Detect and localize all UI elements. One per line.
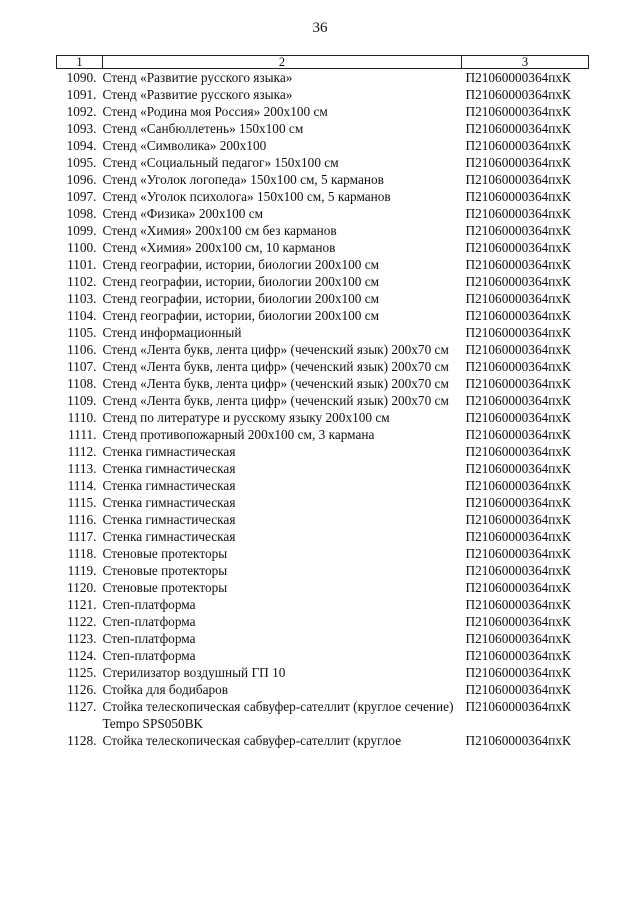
row-code: П21060000364пхК [465,121,571,136]
row-name: Стенд «Санбюллетень» 150х100 см [102,121,304,136]
row-code: П21060000364пхК [465,512,571,527]
row-code: П21060000364пхК [465,342,571,357]
table-row [57,426,589,443]
table-row [57,494,589,511]
row-name: Стенд географии, истории, биологии 200х100 см [102,274,380,289]
table-row [57,392,589,409]
row-code: П21060000364пхК [465,257,571,272]
row-code: П21060000364пхК [465,648,571,663]
table-row [57,477,589,494]
table-row [57,358,589,375]
table-row [57,511,589,528]
row-number: 1113. [67,461,97,476]
row-code: П21060000364пхК [465,138,571,153]
table-row [57,103,589,120]
row-code: П21060000364пхК [465,206,571,221]
row-code: П21060000364пхК [465,189,571,204]
row-code: П21060000364пхК [465,699,571,714]
row-name: Стенд «Развитие русского языка» [102,70,293,85]
row-code: П21060000364пхК [465,461,571,476]
row-name: Стенд географии, истории, биологии 200х100 см [102,257,380,272]
row-code: П21060000364пхК [465,444,571,459]
row-number: 1126. [67,682,97,697]
row-number: 1123. [67,631,97,646]
row-name: Стерилизатор воздушный ГП 10 [102,665,286,680]
row-code: П21060000364пхК [465,580,571,595]
column-header-number: 1 [57,56,103,69]
table-row [57,324,589,341]
row-code: П21060000364пхК [465,87,571,102]
row-name: Стенд «Химия» 200х100 см без карманов [102,223,337,238]
row-name: Стенд «Химия» 200х100 см, 10 карманов [102,240,336,255]
table-row [57,154,589,171]
table-row [57,137,589,154]
row-name: Стенд «Развитие русского языка» [102,87,293,102]
row-name: Стойка телескопическая сабвуфер-сателлит (круглое [102,733,402,748]
table-row [57,256,589,273]
row-name: Степ-платформа [102,614,196,629]
row-code: П21060000364пхК [465,665,571,680]
row-name: Стеновые протекторы [102,546,228,561]
table-row [57,664,589,681]
row-code: П21060000364пхК [465,274,571,289]
row-name: Стенд «Лента букв, лента цифр» (чеченский язык) 200х70 см [102,342,449,357]
row-name: Стенд по литературе и русскому языку 200х100 см [102,410,390,425]
table-row [57,239,589,256]
row-number: 1111. [68,427,97,442]
row-number: 1128. [67,733,97,748]
row-number: 1100. [67,240,97,255]
row-name: Стеновые протекторы [102,563,228,578]
row-code: П21060000364пхК [465,597,571,612]
row-code: П21060000364пхК [465,70,571,85]
row-name: Стеновые протекторы [102,580,228,595]
row-name: Стенд «Лента букв, лента цифр» (чеченский язык) 200х70 см [102,376,449,391]
row-number: 1112. [67,444,97,459]
row-name: Стенд «Уголок логопеда» 150х100 см, 5 карманов [102,172,384,187]
page-number: 36 [312,20,328,36]
row-code: П21060000364пхК [465,393,571,408]
row-number: 1090. [66,70,97,85]
table-row [57,681,589,698]
row-number: 1116. [67,512,97,527]
table-row [57,307,589,324]
row-name: Стенд «Символика» 200х100 [102,138,267,153]
row-code: П21060000364пхК [465,495,571,510]
row-number: 1115. [67,495,97,510]
row-name: Стенд «Социальный педагог» 150х100 см [102,155,339,170]
row-number: 1107. [67,359,97,374]
row-number: 1121. [67,597,97,612]
row-number: 1095. [66,155,97,170]
row-name: Стенд противопожарный 200х100 см, 3 кармана [102,427,375,442]
row-code: П21060000364пхК [465,546,571,561]
table-row [57,273,589,290]
table-row [57,222,589,239]
row-name: Стойка телескопическая сабвуфер-сателлит (круглое сечение) Tempo SPS050BK [102,699,454,731]
table-row [57,460,589,477]
table-body [57,69,589,750]
row-number: 1125. [67,665,97,680]
row-number: 1127. [67,699,97,714]
row-number: 1109. [67,393,97,408]
row-code: П21060000364пхК [465,172,571,187]
row-number: 1122. [67,614,97,629]
row-name: Стенд «Уголок психолога» 150х100 см, 5 карманов [102,189,391,204]
table-header-row [57,56,589,69]
row-number: 1117. [67,529,97,544]
row-name: Стенд «Лента букв, лента цифр» (чеченский язык) 200х70 см [102,359,449,374]
row-name: Стенд «Лента букв, лента цифр» (чеченский язык) 200х70 см [102,393,449,408]
row-name: Стенд «Родина моя Россия» 200х100 см [102,104,328,119]
row-number: 1102. [67,274,97,289]
row-code: П21060000364пхК [465,631,571,646]
table-row [57,732,589,749]
row-name: Стенд географии, истории, биологии 200х100 см [102,308,380,323]
table-row [57,698,589,732]
table-row [57,290,589,307]
row-name: Стенка гимнастическая [102,529,236,544]
table-row [57,528,589,545]
row-number: 1101. [67,257,97,272]
table-row [57,443,589,460]
row-name: Степ-платформа [102,597,196,612]
table-row [57,613,589,630]
row-number: 1097. [66,189,97,204]
row-name: Стойка для бодибаров [102,682,229,697]
row-code: П21060000364пхК [465,563,571,578]
row-name: Стенка гимнастическая [102,444,236,459]
inventory-table [56,55,589,749]
row-code: П21060000364пхК [465,308,571,323]
row-code: П21060000364пхК [465,155,571,170]
column-header-name: 2 [103,56,462,69]
table-row [57,171,589,188]
table-row [57,579,589,596]
table-row [57,630,589,647]
row-number: 1092. [66,104,97,119]
row-number: 1091. [66,87,97,102]
row-code: П21060000364пхК [465,733,571,748]
row-number: 1114. [67,478,97,493]
row-name: Степ-платформа [102,648,196,663]
table-row [57,86,589,103]
row-name: Стенка гимнастическая [102,512,236,527]
row-code: П21060000364пхК [465,529,571,544]
table-row [57,409,589,426]
row-number: 1093. [66,121,97,136]
row-number: 1098. [66,206,97,221]
table-row [57,647,589,664]
row-number: 1105. [67,325,97,340]
row-code: П21060000364пхК [465,291,571,306]
row-name: Стенд информационный [102,325,242,340]
row-number: 1108. [67,376,97,391]
row-name: Стенка гимнастическая [102,461,236,476]
row-code: П21060000364пхК [465,427,571,442]
row-number: 1118. [67,546,97,561]
row-code: П21060000364пхК [465,223,571,238]
row-code: П21060000364пхК [465,478,571,493]
row-number: 1103. [67,291,97,306]
table-row [57,596,589,613]
row-code: П21060000364пхК [465,359,571,374]
row-name: Степ-платформа [102,631,196,646]
row-number: 1106. [67,342,97,357]
row-number: 1104. [67,308,97,323]
row-number: 1124. [67,648,97,663]
row-code: П21060000364пхК [465,325,571,340]
row-code: П21060000364пхК [465,240,571,255]
row-code: П21060000364пхК [465,682,571,697]
table-row [57,375,589,392]
table-row [57,562,589,579]
row-name: Стенка гимнастическая [102,495,236,510]
row-number: 1099. [66,223,97,238]
table-row [57,69,589,87]
table-row [57,188,589,205]
row-name: Стенд «Физика» 200х100 см [102,206,264,221]
column-header-code: 3 [462,56,589,69]
row-number: 1096. [66,172,97,187]
row-number: 1110. [67,410,97,425]
row-name: Стенд географии, истории, биологии 200х100 см [102,291,380,306]
row-number: 1120. [67,580,97,595]
row-number: 1094. [66,138,97,153]
row-number: 1119. [67,563,97,578]
row-code: П21060000364пхК [465,104,571,119]
table-row [57,341,589,358]
table-row [57,205,589,222]
row-code: П21060000364пхК [465,410,571,425]
row-code: П21060000364пхК [465,376,571,391]
table-row [57,120,589,137]
row-code: П21060000364пхК [465,614,571,629]
table-row [57,545,589,562]
row-name: Стенка гимнастическая [102,478,236,493]
